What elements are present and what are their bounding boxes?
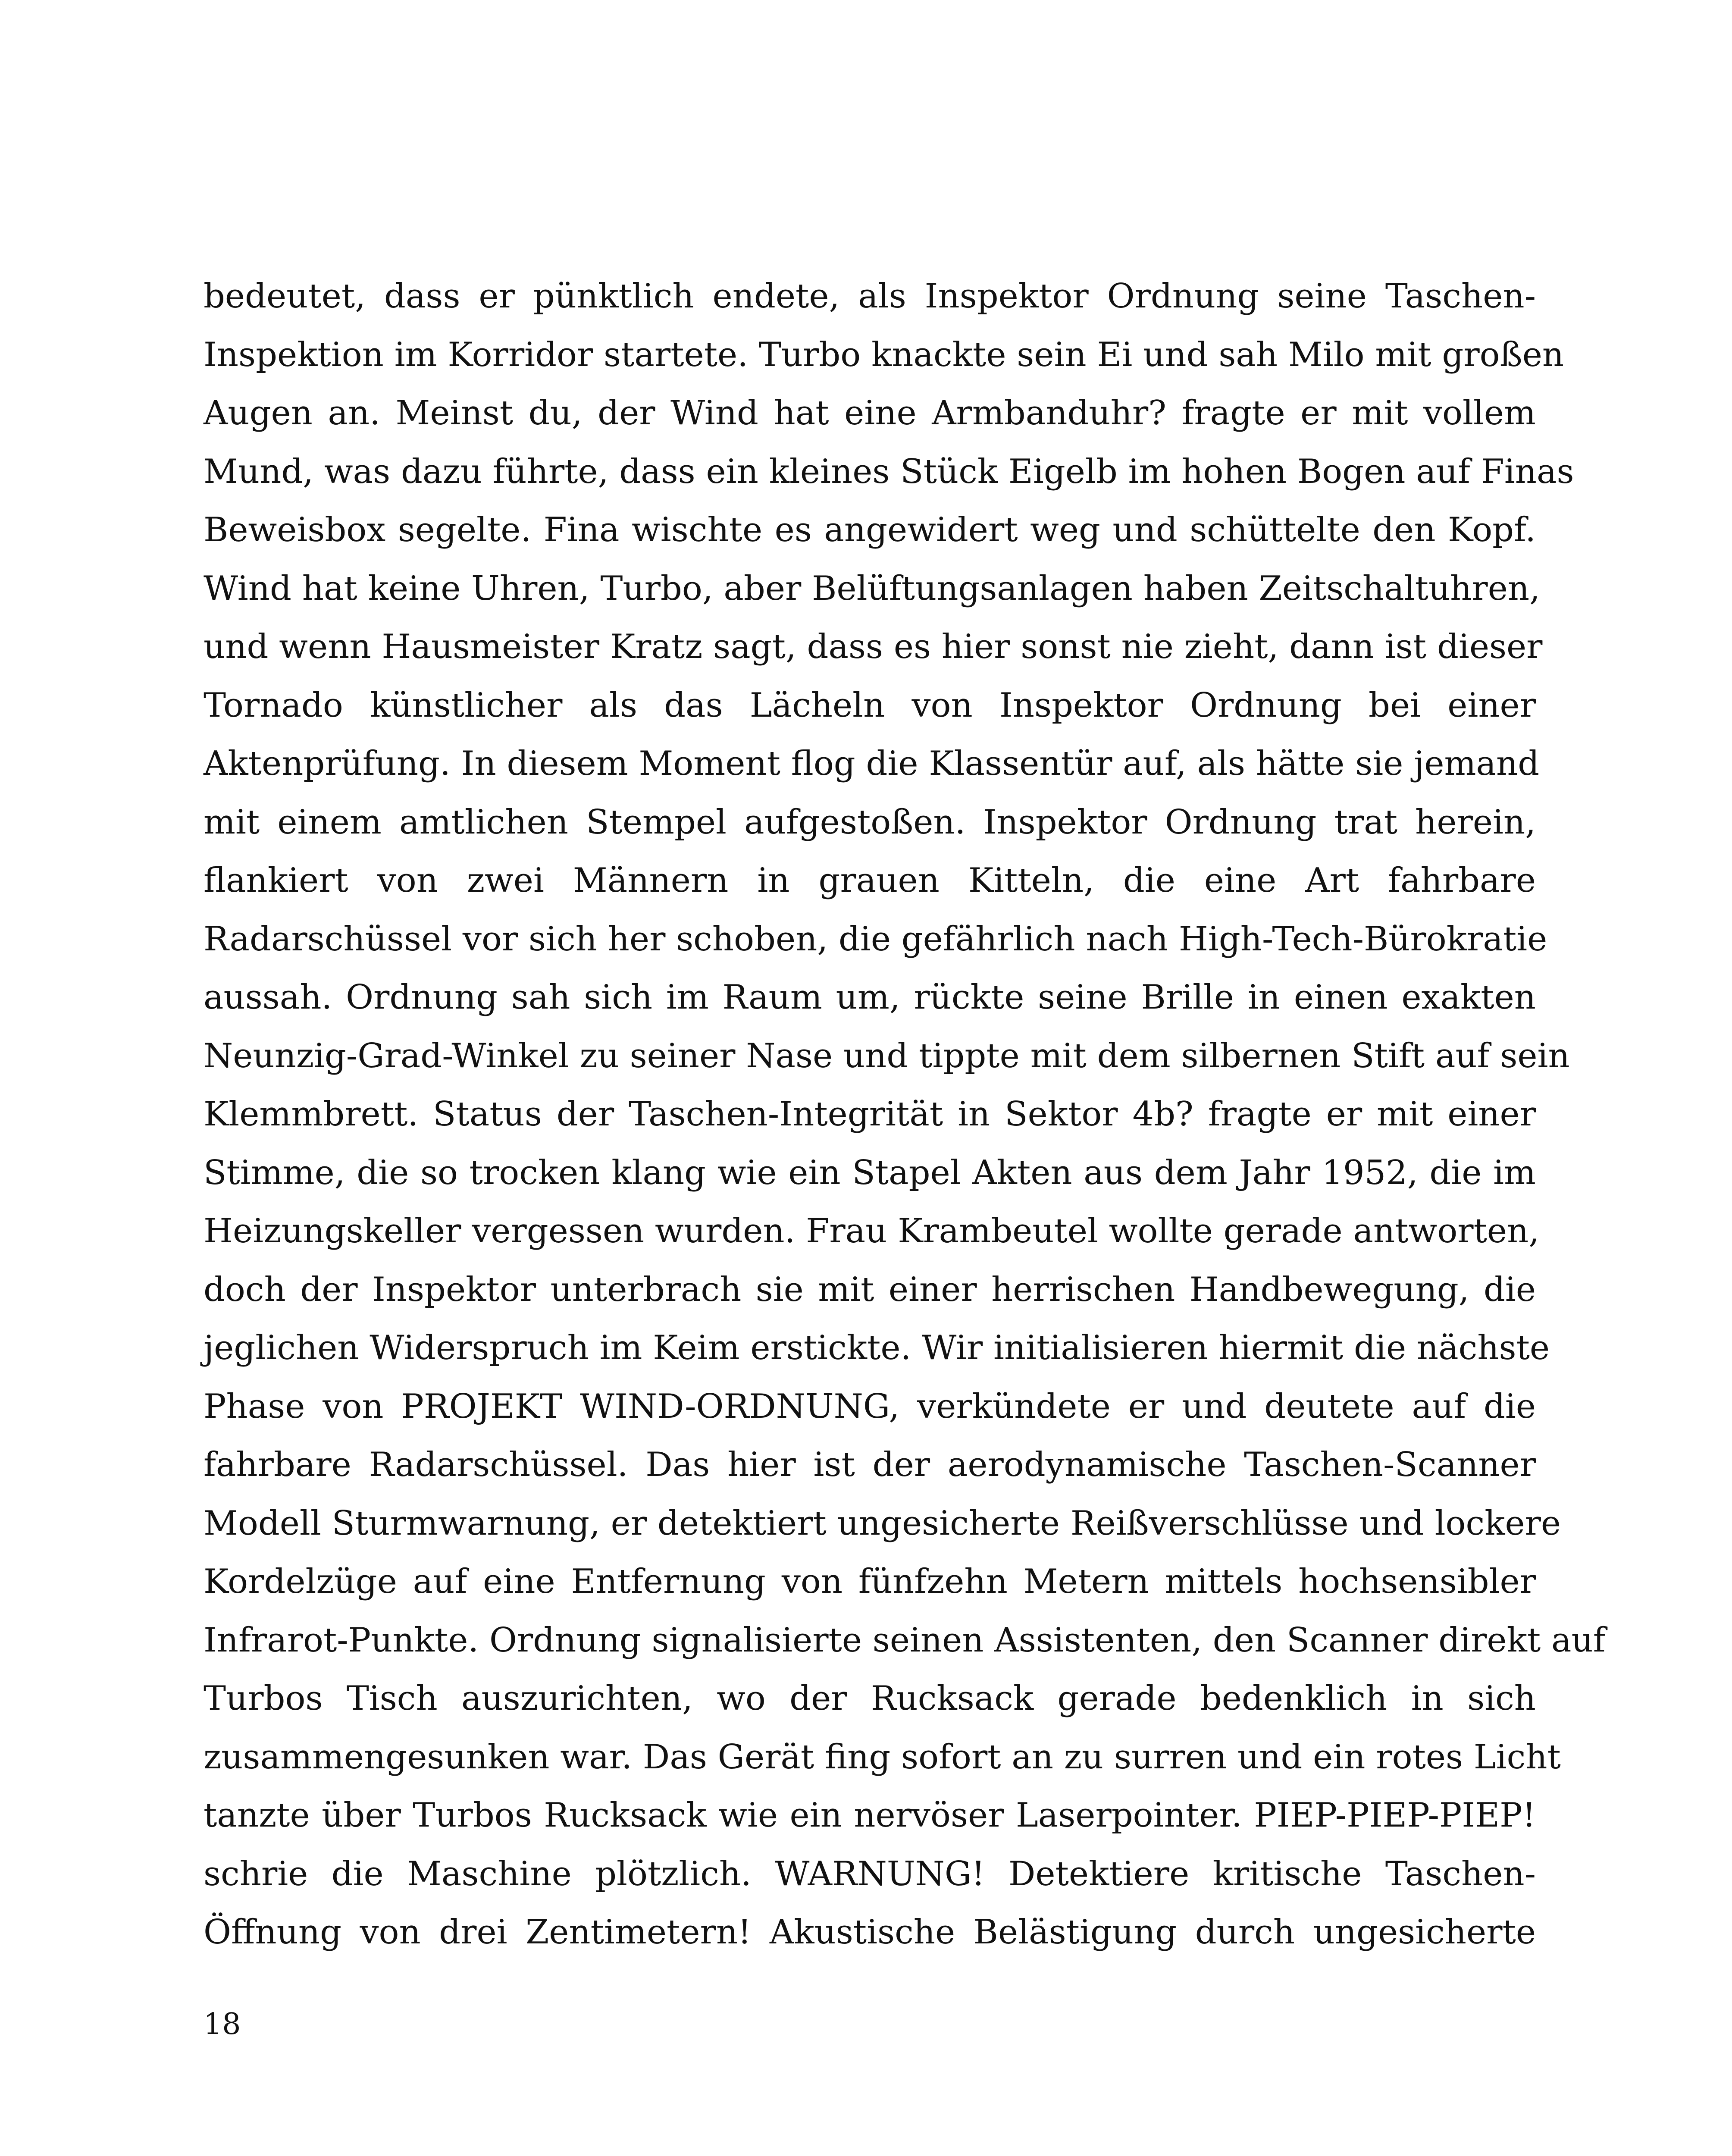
- text-line: bedeutet, dass er pünktlich endete, als Inspektor Ordnung seine Taschen-: [204, 277, 1536, 316]
- text-line: Modell Sturmwarnung, er detektiert ungesicherte Reißverschlüsse und lockere: [204, 1504, 1561, 1543]
- text-line: und wenn Hausmeister Kratz sagt, dass es hier sonst nie zieht, dann ist dieser: [204, 627, 1543, 666]
- text-line: tanzte über Turbos Rucksack wie ein nervöser Laserpointer. PIEP-PIEP-PIEP!: [204, 1796, 1536, 1835]
- text-line: mit einem amtlichen Stempel aufgestoßen. Inspektor Ordnung trat herein,: [204, 802, 1536, 842]
- text-line: Augen an. Meinst du, der Wind hat eine Armbanduhr? fragte er mit vollem: [204, 394, 1536, 432]
- text-line: flankiert von zwei Männern in grauen Kitteln, die eine Art fahrbare: [204, 861, 1536, 900]
- text-line: Inspektion im Korridor startete. Turbo knackte sein Ei und sah Milo mit großen: [204, 335, 1564, 374]
- text-line: Radarschüssel vor sich her schoben, die gefährlich nach High-Tech-Bürokratie: [204, 919, 1547, 959]
- text-line: Aktenprüfung. In diesem Moment flog die Klassentür auf, als hätte sie jemand: [204, 744, 1540, 783]
- text-line: Öffnung von drei Zentimetern! Akustische Belästigung durch ungesicherte: [204, 1913, 1536, 1952]
- page-number: 18: [204, 2007, 241, 2041]
- text-line: Stimme, die so trocken klang wie ein Stapel Akten aus dem Jahr 1952, die im: [204, 1153, 1536, 1192]
- text-line: doch der Inspektor unterbrach sie mit einer herrischen Handbewegung, die: [204, 1270, 1536, 1309]
- text-line: Phase von PROJEKT WIND-ORDNUNG, verkündete er und deutete auf die: [204, 1387, 1536, 1426]
- text-line: Klemmbrett. Status der Taschen-Integrität in Sektor 4b? fragte er mit einer: [204, 1095, 1536, 1134]
- text-line: jeglichen Widerspruch im Keim erstickte. Wir initialisieren hiermit die nächste: [204, 1329, 1550, 1367]
- text-line: Infrarot-Punkte. Ordnung signalisierte seinen Assistenten, den Scanner direkt auf: [204, 1620, 1606, 1660]
- text-line: Kordelzüge auf eine Entfernung von fünfzehn Metern mittels hochsensibler: [204, 1562, 1536, 1601]
- text-line: Mund, was dazu führte, dass ein kleines Stück Eigelb im hohen Bogen auf Finas: [204, 452, 1574, 491]
- text-line: aussah. Ordnung sah sich im Raum um, rückte seine Brille in einen exakten: [204, 978, 1536, 1017]
- text-line: Neunzig-Grad-Winkel zu seiner Nase und tippte mit dem silbernen Stift auf sein: [204, 1036, 1570, 1075]
- text-line: Wind hat keine Uhren, Turbo, aber Belüftungsanlagen haben Zeitschaltuhren,: [204, 569, 1540, 608]
- text-line: Beweisbox segelte. Fina wischte es angewidert weg und schüttelte den Kopf.: [204, 511, 1536, 549]
- text-line: schrie die Maschine plötzlich. WARNUNG! Detektiere kritische Taschen-: [204, 1854, 1536, 1893]
- text-line: fahrbare Radarschüssel. Das hier ist der aerodynamische Taschen-Scanner: [204, 1445, 1536, 1484]
- text-line: Turbos Tisch auszurichten, wo der Rucksack gerade bedenklich in sich: [204, 1679, 1536, 1718]
- text-line: Heizungskeller vergessen wurden. Frau Krambeutel wollte gerade antworten,: [204, 1212, 1540, 1250]
- body-text: [204, 267, 1606, 1962]
- text-line: zusammengesunken war. Das Gerät fing sofort an zu surren und ein rotes Licht: [204, 1737, 1561, 1777]
- text-line: Tornado künstlicher als das Lächeln von Inspektor Ordnung bei einer: [204, 686, 1536, 725]
